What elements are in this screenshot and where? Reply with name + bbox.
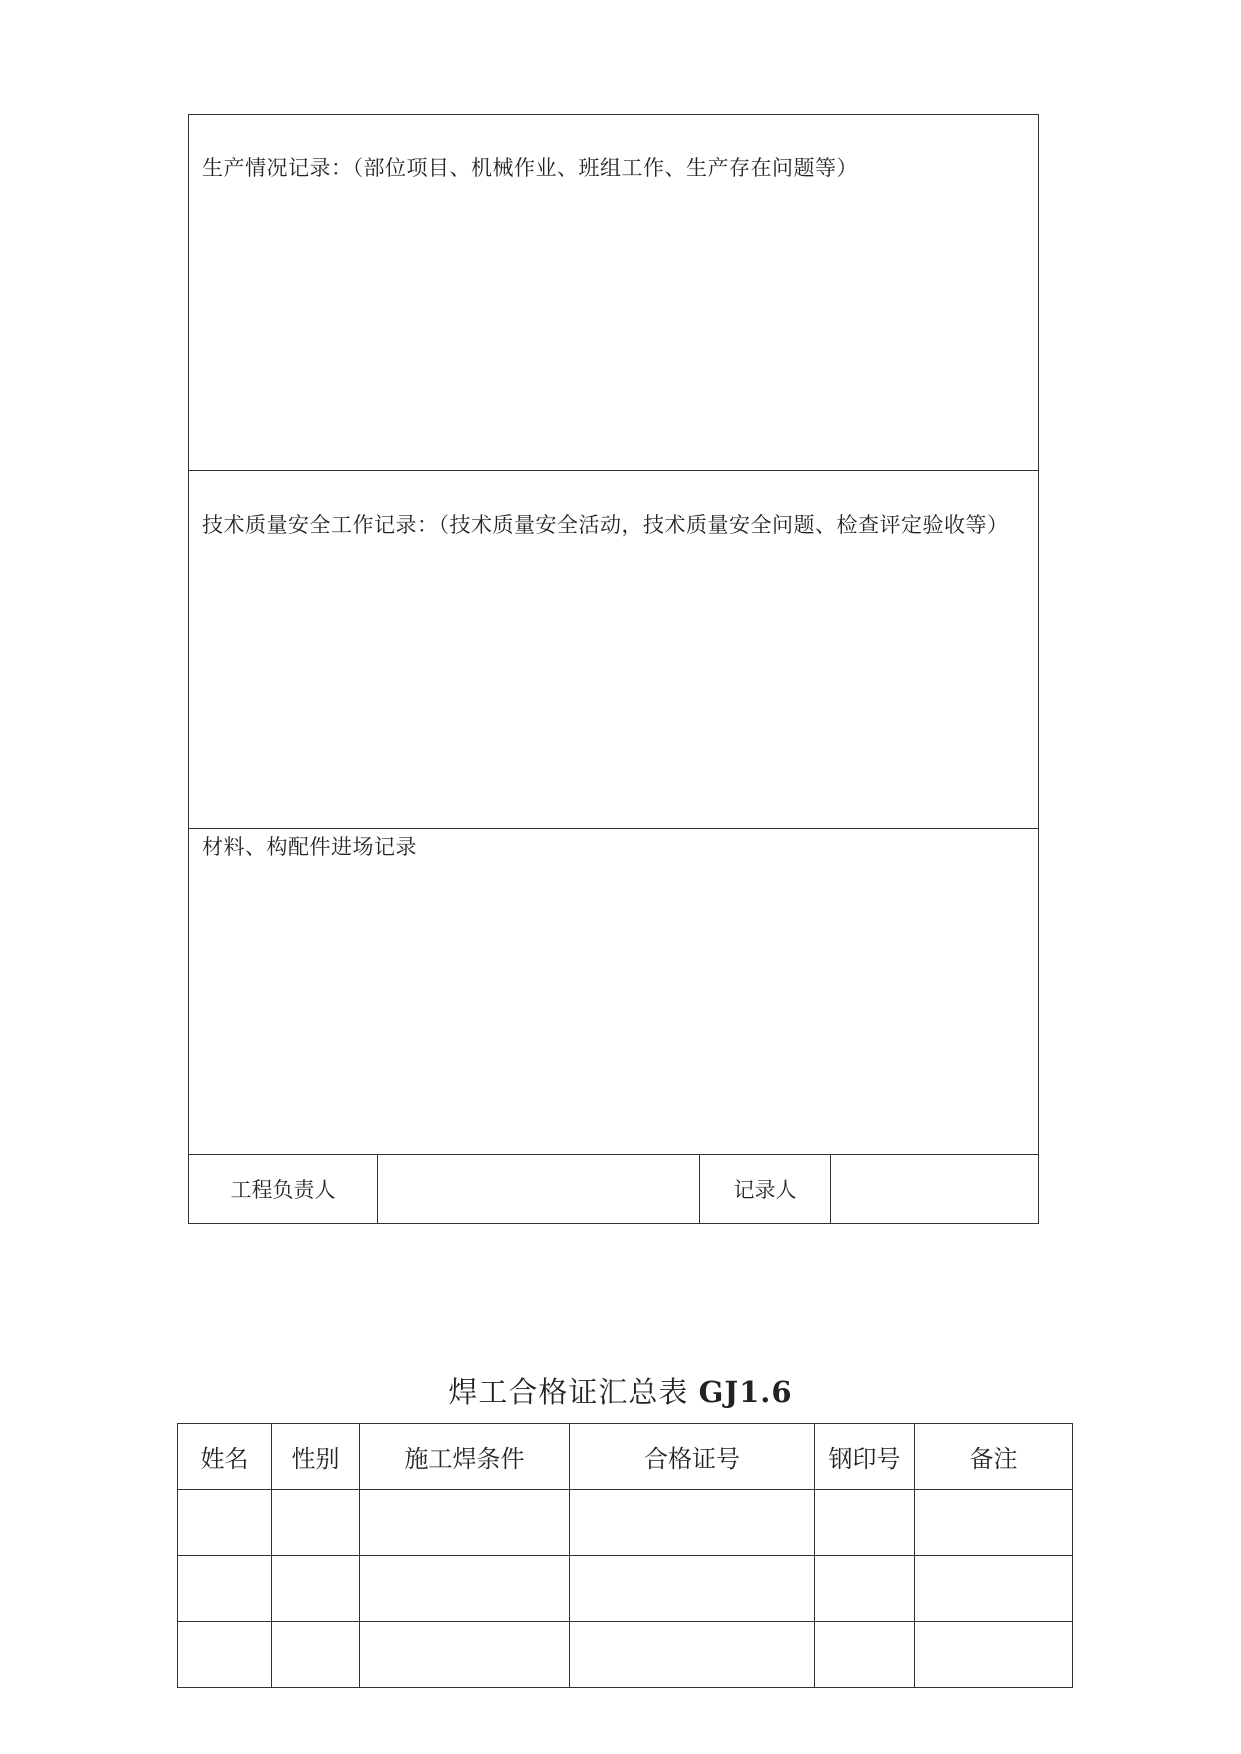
table-cell[interactable]: [178, 1556, 272, 1622]
engineer-label: 工程负责人: [189, 1155, 378, 1223]
table-row: [178, 1490, 1073, 1556]
table-cell[interactable]: [570, 1622, 815, 1688]
welder-table-title: [0, 1370, 1241, 1411]
table-cell[interactable]: [272, 1490, 360, 1556]
recorder-label: 记录人: [700, 1155, 831, 1223]
table-cell[interactable]: [915, 1556, 1073, 1622]
production-record-label: 生产情况记录：（部位项目、机械作业、班组工作、生产存在问题等）: [202, 156, 858, 180]
header-welding-condition: 施工焊条件: [360, 1424, 570, 1490]
table-cell[interactable]: [915, 1622, 1073, 1688]
table-cell[interactable]: [360, 1490, 570, 1556]
construction-log-table: [188, 114, 1039, 1224]
table-header-row: [178, 1424, 1073, 1490]
materials-entry-record-section[interactable]: [189, 829, 1038, 1155]
signature-row: [189, 1155, 1038, 1223]
materials-entry-record-label: 材料、构配件进场记录: [202, 835, 417, 859]
table-cell[interactable]: [915, 1490, 1073, 1556]
production-record-section[interactable]: [189, 115, 1038, 471]
quality-safety-record-label: 技术质量安全工作记录：（技术质量安全活动，技术质量安全问题、检查评定验收等）: [202, 513, 1009, 537]
table-cell[interactable]: [815, 1556, 915, 1622]
header-name: 姓名: [178, 1424, 272, 1490]
recorder-field[interactable]: [831, 1155, 1038, 1223]
welder-certificate-table: [177, 1423, 1073, 1688]
header-gender: 性别: [272, 1424, 360, 1490]
welder-table-code: GJ1.6: [698, 1375, 793, 1409]
header-remarks: 备注: [915, 1424, 1073, 1490]
header-certificate-number: 合格证号: [570, 1424, 815, 1490]
table-cell[interactable]: [815, 1490, 915, 1556]
table-cell[interactable]: [360, 1556, 570, 1622]
table-cell[interactable]: [272, 1556, 360, 1622]
table-row: [178, 1556, 1073, 1622]
table-cell[interactable]: [570, 1490, 815, 1556]
table-cell[interactable]: [178, 1622, 272, 1688]
table-cell[interactable]: [360, 1622, 570, 1688]
engineer-field[interactable]: [378, 1155, 700, 1223]
welder-table-title-text: 焊工合格证汇总表: [448, 1375, 689, 1409]
header-stamp-number: 钢印号: [815, 1424, 915, 1490]
table-cell[interactable]: [570, 1556, 815, 1622]
table-cell[interactable]: [178, 1490, 272, 1556]
table-row: [178, 1622, 1073, 1688]
quality-safety-record-section[interactable]: [189, 471, 1038, 829]
table-cell[interactable]: [272, 1622, 360, 1688]
table-cell[interactable]: [815, 1622, 915, 1688]
